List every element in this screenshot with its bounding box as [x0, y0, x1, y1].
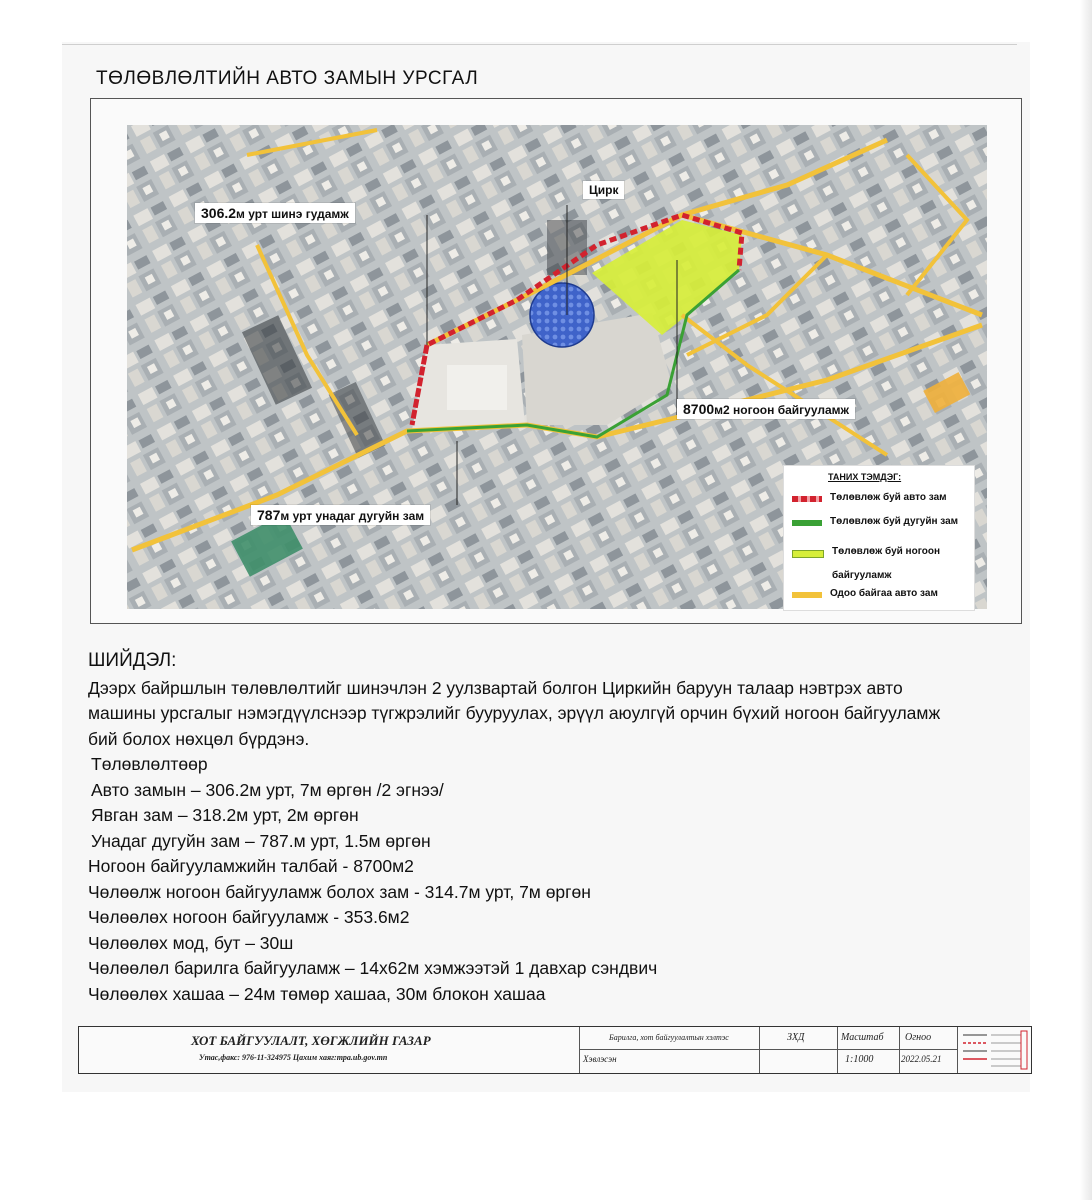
- map-frame: [90, 98, 1022, 624]
- bike-lane-swatch: [792, 520, 822, 526]
- page-edge-shadow: [1080, 0, 1092, 1200]
- scale-label: Масштаб: [841, 1032, 884, 1043]
- circus-label: Цирк: [583, 181, 624, 199]
- plan-item: Авто замын – 306.2м урт, 7м өргөн /2 эгнээ/: [91, 779, 444, 800]
- date-value: 2022.05.21: [901, 1054, 942, 1064]
- plan-item: Чөлөөлөл барилга байгууламж – 14х62м хэмжээтэй 1 давхар сэндвич: [88, 958, 658, 978]
- top-rule: [62, 44, 1017, 45]
- title-block-divider: [579, 1049, 957, 1050]
- green-area-label: 8700м2 ногоон байгууламж: [677, 399, 855, 419]
- plan-item: Ногоон байгууламжийн талбай - 8700м2: [88, 856, 414, 876]
- scale-value: 1:1000: [845, 1054, 874, 1065]
- date-label: Огноо: [905, 1032, 932, 1043]
- zhd-label: ЗХД: [787, 1032, 805, 1043]
- existing-road-swatch: [792, 592, 822, 598]
- map-legend: [783, 465, 975, 611]
- plan-item: Чөлөөлөх хашаа – 24м төмөр хашаа, 30м блокон хашаа: [88, 983, 546, 1004]
- org-contact: Утас,факс: 976-11-324975 Цахим хаяг:mpa.ub.gov.mn: [199, 1053, 388, 1062]
- decision-heading: ШИЙДЭЛ:: [88, 650, 177, 671]
- street-length-label: 306.2м урт шинэ гудамж: [195, 203, 355, 223]
- planned-road-swatch: [792, 496, 822, 502]
- legend-item: Одоо байгаа авто зам: [792, 588, 970, 599]
- green-area-swatch: [792, 550, 824, 558]
- plan-item: Чөлөөлөх ногоон байгууламж - 353.6м2: [88, 907, 410, 927]
- printed-label: Хэвлэсэн: [583, 1054, 617, 1064]
- decision-paragraph: Дээрх байршлын төлөвлөлтийг шинэчлэн 2 уулзвартай болгон Циркийн баруун талаар нэвтрэх авто машины урсгалыг нэмэгдүүлснээр түгжрэлийг бууруулах, эрүүл аюулгүй орчин бүхий ногоон байгууламж бий болох нөхцөл бүрдэнэ.: [88, 677, 941, 749]
- legend-item: Төлөвлөж буй авто зам: [792, 492, 970, 503]
- plan-item: Унадаг дугуйн зам – 787.м урт, 1.5м өргөн: [91, 830, 431, 851]
- org-name: ХОТ БАЙГУУЛАЛТ, ХӨГЖЛИЙН ГАЗАР: [191, 1033, 431, 1048]
- legend-item: Төлөвлөж буй ногоон байгууламж: [792, 540, 970, 588]
- legend-item: Төлөвлөж буй дугуйн зам: [792, 516, 970, 527]
- plan-item: Чөлөөлөх мод, бут – 30ш: [88, 932, 294, 953]
- mini-legend-graphic: [959, 1029, 1029, 1071]
- drawing-title-block: [78, 1026, 1032, 1074]
- document-title: ТӨЛӨВЛӨЛТИЙН АВТО ЗАМЫН УРСГАЛ: [96, 68, 479, 89]
- decision-section: [88, 648, 988, 1007]
- plan-item: Чөлөөлж ногоон байгууламж болох зам - 314.7м урт, 7м өргөн: [88, 881, 591, 902]
- bike-lane-label: 787м урт унадаг дугуйн зам: [251, 505, 430, 525]
- plan-item: Явган зам – 318.2м урт, 2м өргөн: [91, 805, 359, 825]
- legend-title: ТАНИХ ТЭМДЭГ:: [828, 472, 902, 482]
- plan-heading: Төлөвлөлтөөр: [91, 754, 208, 774]
- department-label: Барилга, хот байгуулалтын хэлтэс: [609, 1033, 729, 1042]
